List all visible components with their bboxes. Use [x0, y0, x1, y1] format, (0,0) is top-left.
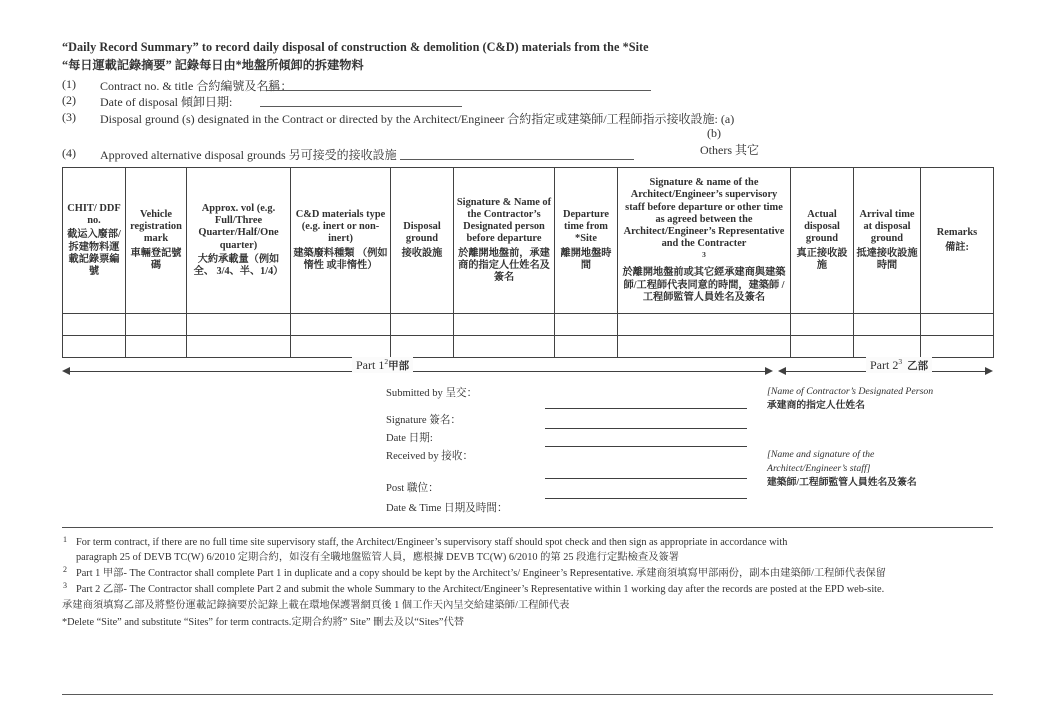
col-cd-materials-type-en: C&D materials type (e.g. inert or non-inert) — [295, 208, 386, 245]
col-actual-disposal-ground-zh: 真正接收設施 — [796, 247, 848, 271]
note-ae-staff-zh: 建築師/工程師監管人員姓名及簽名 — [767, 476, 917, 488]
col-vehicle-registration-mark — [126, 168, 187, 314]
signature-label: Signature 簽名： — [386, 415, 462, 426]
col-chit-ddf-no-zh: 截运入廢部/ 拆建物料運載記錄票編號 — [67, 229, 121, 277]
part1-label — [352, 357, 413, 373]
col-departure-time-en: Departure time from *Site — [563, 208, 609, 245]
note-ae-staff — [767, 448, 917, 490]
col-approx-volume — [187, 168, 291, 314]
note-ae-staff-en-line2: Architect/Engineer’s staff] — [767, 462, 871, 474]
footnote-3-line2: 承建商須填寫乙部及將整份運載記錄摘要於記錄上載在環地保護署網頁後 1 個工作天內呈交給建築師/工程師代表 — [62, 600, 570, 611]
col-cd-materials-type — [291, 168, 391, 314]
part2-arrow-right-head — [985, 367, 993, 375]
delete-site-note: *Delete “Site” and substitute “Sites” for term contracts.定期合約將” Site” 刪去及以“Sites”代替 — [62, 617, 465, 628]
part2-label-en: Part 2 — [870, 358, 899, 372]
disposal-ground-option-others: Others 其它 — [700, 143, 759, 157]
cell-vehicle-registration-mark[interactable] — [126, 336, 187, 358]
contract-no-input-line[interactable] — [267, 90, 651, 91]
col-actual-disposal-ground — [791, 168, 854, 314]
cell-chit-ddf-no[interactable] — [63, 336, 126, 358]
submitted-by-label: Submitted by 呈交： — [386, 388, 478, 399]
cell-actual-disposal-ground[interactable] — [791, 314, 854, 336]
note-contractor-designated-person-zh: 承建商的指定人仕姓名 — [767, 399, 865, 411]
table-row[interactable] — [63, 314, 994, 336]
field-number-2: (2) — [62, 93, 76, 107]
col-cd-materials-type-zh: 建築廢料種類 （例如惰性 或非惰性） — [293, 247, 388, 271]
col-ae-supervisory-footnote-marker: 3 — [702, 249, 706, 259]
col-vehicle-registration-mark-en: Vehicle registration mark — [130, 208, 182, 245]
footnote-2-line1: Part 1 甲部- The Contractor shall complete Part 1 in duplicate and a copy should be kept by the Architect’s/ Engineer’s Representative. 承建商須填寫甲部兩份，副本由建築師/工程師代表保留 — [76, 568, 886, 579]
cell-ae-supervisory-signature[interactable] — [618, 336, 791, 358]
table-row[interactable] — [63, 336, 994, 358]
date-time-input-line[interactable] — [545, 498, 747, 499]
cell-arrival-time[interactable] — [854, 336, 921, 358]
footnote-3-marker: 3 — [63, 581, 67, 590]
col-remarks — [921, 168, 994, 314]
note-ae-staff-en-line1: [Name and signature of the — [767, 449, 875, 460]
col-arrival-time-zh: 抵達接收設施時間 — [856, 247, 918, 271]
col-actual-disposal-ground-en: Actual disposal ground — [804, 208, 840, 245]
cell-departure-time[interactable] — [555, 314, 618, 336]
field-number-3: (3) — [62, 110, 76, 124]
footnote-2-marker: 2 — [63, 565, 67, 574]
cell-vehicle-registration-mark[interactable] — [126, 314, 187, 336]
footnote-1-line1: For term contract, if there are no full time site supervisory staff, the Architect/Engineer’s supervisory staff should spot check and then sign as appropriate in accordance with — [76, 537, 788, 548]
cell-contractor-signature[interactable] — [454, 336, 555, 358]
col-chit-ddf-no-en: CHIT/ DDF no. — [67, 202, 121, 227]
field-label-date-of-disposal: Date of disposal 傾卸日期: — [100, 95, 233, 109]
field-label-disposal-ground: Disposal ground (s) designated in the Contract or directed by the Architect/Engineer 合約指定或建築師/工程師指示接收設施: (a) — [100, 112, 735, 126]
col-approx-volume-en: Approx. vol (e.g. Full/Three Quarter/Half/One quarter) — [198, 202, 279, 251]
footnote-1-marker: 1 — [63, 535, 67, 544]
signature-input-line[interactable] — [545, 408, 747, 409]
cell-contractor-signature[interactable] — [454, 314, 555, 336]
post-input-line[interactable] — [545, 478, 747, 479]
cell-disposal-ground[interactable] — [391, 314, 454, 336]
part1-arrow-line — [70, 371, 770, 372]
part2-footnote-marker: 3 — [898, 357, 903, 366]
field-label-contract-no: Contract no. & title 合約編號及名稱： — [100, 79, 293, 93]
col-contractor-signature-zh: 於離開地盤前，承建商的指定人仕姓名及簽名 — [458, 247, 550, 284]
part1-arrow-right-head — [765, 367, 773, 375]
col-remarks-en: Remarks — [936, 227, 978, 239]
part2-label — [866, 357, 932, 373]
cell-remarks[interactable] — [921, 314, 994, 336]
cell-departure-time[interactable] — [555, 336, 618, 358]
part2-label-zh: 乙部 — [907, 361, 929, 372]
received-by-input-line[interactable] — [545, 446, 747, 447]
col-contractor-signature-en: Signature & Name of the Contractor’s Designated person before departure — [456, 196, 552, 245]
col-arrival-time-en: Arrival time at disposal ground — [859, 208, 915, 245]
field-number-1: (1) — [62, 77, 76, 91]
post-label: Post 職位： — [386, 483, 439, 494]
col-vehicle-registration-mark-zh: 車輛登記號碼 — [130, 247, 182, 271]
cell-arrival-time[interactable] — [854, 314, 921, 336]
cell-chit-ddf-no[interactable] — [63, 314, 126, 336]
col-approx-volume-zh: 大約承載量（例如全、 3/4、半、1/4） — [193, 253, 284, 278]
disposal-ground-option-b: (b) — [707, 126, 721, 140]
field-label-alternative-grounds: Approved alternative disposal grounds 另可接受的接收設施 — [100, 148, 397, 162]
part2-arrow-left-head — [778, 367, 786, 375]
col-contractor-signature-before-departure — [454, 168, 555, 314]
received-by-label: Received by 接收： — [386, 451, 474, 462]
footnote-divider — [62, 527, 993, 528]
part1-label-en: Part 1 — [356, 358, 385, 372]
col-ae-supervisory-signature-en: Signature & name of the Architect/Engineer’s supervisory staff before departure or other time as agreed between the Architect/Engineer’s Representative and the Contracter — [623, 176, 785, 250]
document-title-chinese: “每日運載記錄摘要” 記錄每日由*地盤所傾卸的拆建物料 — [62, 58, 364, 72]
cell-cd-materials-type[interactable] — [291, 314, 391, 336]
cell-remarks[interactable] — [921, 336, 994, 358]
date-time-label: Date & Time 日期及時間： — [386, 503, 508, 514]
col-arrival-time — [854, 168, 921, 314]
date-of-disposal-input-line[interactable] — [260, 106, 462, 107]
col-departure-time — [555, 168, 618, 314]
col-chit-ddf-no — [63, 168, 126, 314]
date-input-line[interactable] — [545, 428, 747, 429]
note-contractor-designated-person — [767, 385, 933, 413]
col-ae-supervisory-signature-zh: 於離開地盤前或其它經承建商與建築師/工程師代表同意的時間，建築師 /工程師監管人員姓名及簽名 — [622, 267, 786, 303]
footnote-3-line1: Part 2 乙部- The Contractor shall complete Part 2 and submit the whole Summary to the Architect/Engineer’s Representative within 1 working day after the records are posted at the EPD web-site. — [76, 584, 885, 595]
cell-actual-disposal-ground[interactable] — [791, 336, 854, 358]
field-number-4: (4) — [62, 146, 76, 160]
part1-arrow-left-head — [62, 367, 70, 375]
col-departure-time-zh: 離開地盤時間 — [560, 247, 612, 271]
cell-approx-volume[interactable] — [187, 314, 291, 336]
col-remarks-zh: 備註: — [945, 241, 969, 253]
alternative-grounds-input-line[interactable] — [400, 159, 634, 160]
daily-record-table — [62, 167, 994, 358]
col-disposal-ground — [391, 168, 454, 314]
part1-footnote-marker: 2 — [384, 357, 389, 366]
col-ae-supervisory-signature — [618, 168, 791, 314]
part1-label-zh: 甲部 — [388, 361, 410, 372]
note-contractor-designated-person-en: [Name of Contractor’s Designated Person — [767, 386, 934, 397]
cell-ae-supervisory-signature[interactable] — [618, 314, 791, 336]
bottom-divider — [62, 694, 993, 695]
table-header-row — [63, 168, 994, 314]
cell-approx-volume[interactable] — [187, 336, 291, 358]
document-title-english: “Daily Record Summary” to record daily disposal of construction & demolition (C&D) materials from the *Site — [62, 40, 649, 54]
col-disposal-ground-en: Disposal ground — [403, 221, 441, 245]
col-disposal-ground-zh: 接收設施 — [401, 247, 443, 259]
cell-cd-materials-type[interactable] — [291, 336, 391, 358]
footnote-1-line2: paragraph 25 of DEVB TC(W) 6/2010 定期合約，如沒有全職地盤監管人員，應根據 DEVB TC(W) 6/2010 的第 25 段進行定點檢查及簽署 — [76, 552, 680, 563]
cell-disposal-ground[interactable] — [391, 336, 454, 358]
date-label: Date 日期: — [386, 433, 433, 444]
